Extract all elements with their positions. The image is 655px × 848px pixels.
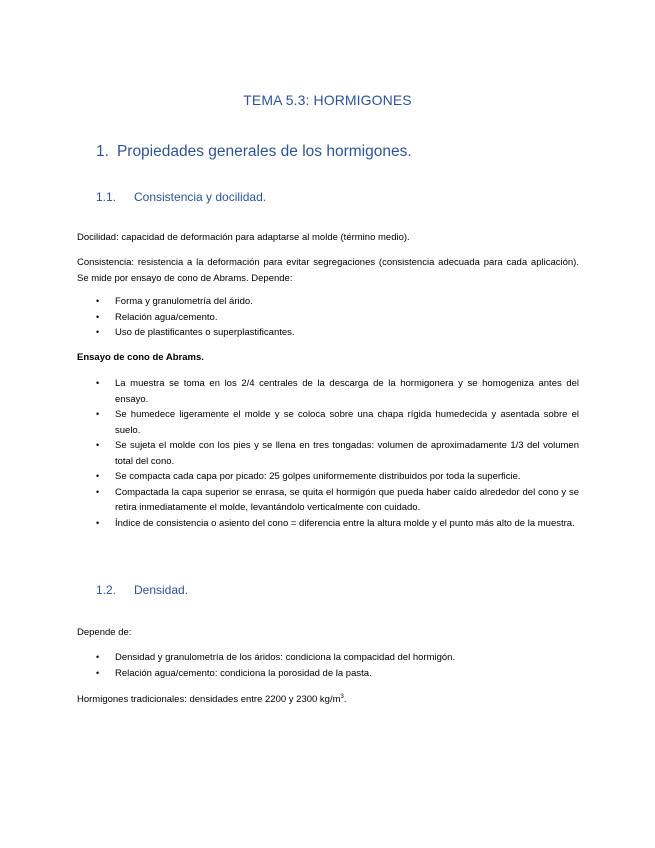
list-item: • Relación agua/cemento. [77,310,579,326]
superscript: 3 [340,694,344,700]
bullet-icon: • [96,311,100,322]
list-item: • La muestra se toma en los 2/4 centrales de la descarga de la hormigonera y se homogeniza antes del ensayo. [96,378,579,405]
bullet-icon: • [96,378,100,388]
bullet-icon: • [96,296,100,306]
paragraph-tradicionales: Hormigones tradicionales: densidades entre 2200 y 2300 $kg/m^3$. [77,694,347,706]
list-item: • Se sujeta el molde con los pies y se llena en tres tongadas: volumen de aproximadamente 1/3 del volumen total del cono. [96,440,579,467]
subsection-heading-1-1 [96,190,266,204]
bullet-icon: • [96,486,100,497]
bullet-list-depende [77,294,579,341]
list-item: • Relación agua/cemento: condiciona la porosidad de la pasta. [77,666,579,682]
list-item: • Forma y granulometría del árido. [77,294,579,310]
list-item: • Densidad y granulometría de los áridos: condiciona la compacidad del hormigón. [77,650,579,666]
bullet-icon: • [96,409,100,419]
subsection-number: 1.1. [96,190,117,204]
ensayo-heading: Ensayo de cono de Abrams. [77,352,204,363]
section-heading-1 [96,143,412,161]
bullet-icon: • [96,517,100,528]
list-item: • Índice de consistencia o asiento del cono = diferencia entre la altura molde y el punto más alto de la muestra. [77,516,579,532]
list-item: • Se humedece ligeramente el molde y se coloca sobre una chapa rígida humedecida y asentada sobre el suelo. [96,409,579,436]
bullet-icon: • [96,327,100,337]
bullet-icon: • [96,440,100,450]
bullet-list-ensayo [77,376,579,531]
paragraph-docilidad: Docilidad: capacidad de deformación para adaptarse al molde (término medio). [77,232,410,243]
subsection-number: 1.2. [96,583,117,597]
subsection-heading-1-2 [96,583,188,597]
list-item: • Se compacta cada capa por picado: 25 golpes uniformemente distribuidos por toda la superficie. [77,469,579,485]
section-title: Propiedades generales de los hormigones. [116,143,412,160]
paragraph-consistencia: Consistencia: resistencia a la deformación para evitar segregaciones (consistencia adecuada para cada aplicación). Se mide por ensayo de cono de Abrams. Depende: [77,257,579,284]
bullet-icon: • [96,652,100,662]
bullet-list-densidad [77,650,579,681]
bullet-icon: • [96,667,100,678]
paragraph-depende-de: Depende de: [77,627,132,638]
list-item: • Compactada la capa superior se enrasa, se quita el hormigón que pueda haber caído alrededor del cono y se retira inmediatamente el molde, levantándolo verticalmente con cuidado. [96,486,579,513]
list-item: • Uso de plastificantes o superplastificantes. [77,325,579,341]
bullet-icon: • [96,471,100,481]
document-title: TEMA 5.3: HORMIGONES [243,92,412,108]
section-number: 1. [96,143,109,160]
subsection-title: Densidad. [134,583,189,597]
subsection-title: Consistencia y docilidad. [134,190,267,204]
